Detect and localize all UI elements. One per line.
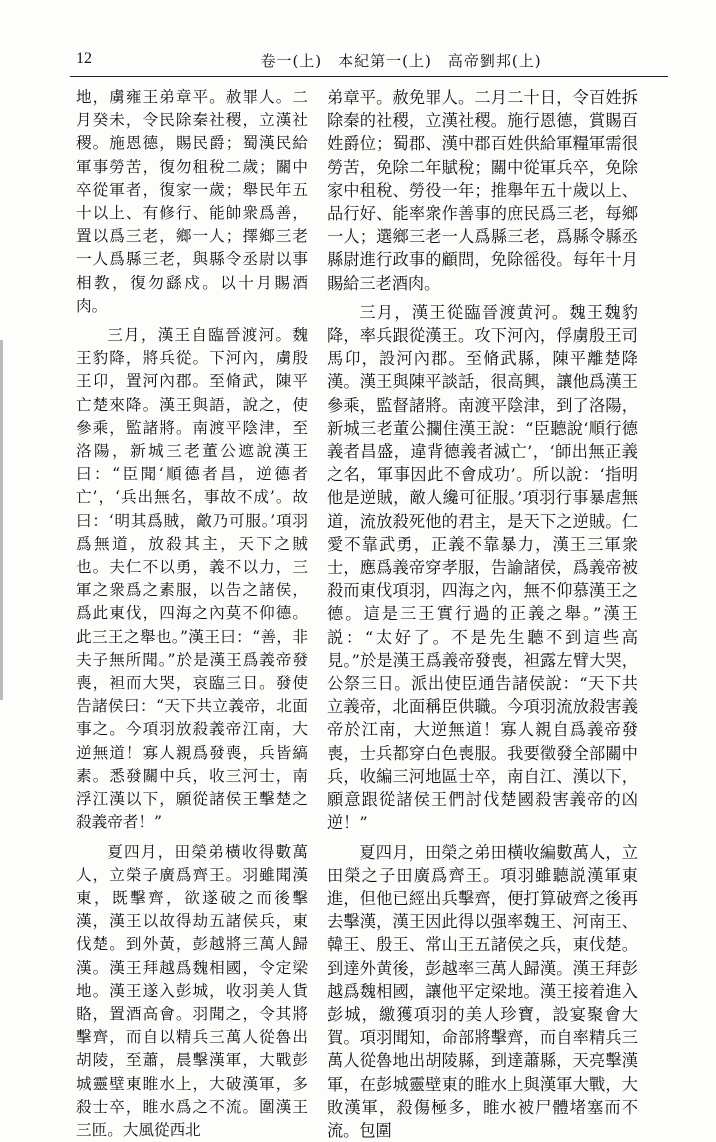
classical-paragraph-2: 三月，漢王自臨晉渡河。魏王豹降，將兵從。下河內，虜殷王卬，置河內郡。至脩武，陳平亡楚來降。漢王與語，說之，使參乘，監諸將。南渡平陰津，至洛陽，新城三老董公遮說漢王曰：“臣聞‘順德者昌，逆德者亡’，‘兵出無名，事故不成’。故曰：‘明其爲賊，敵乃可服。’項羽爲無道，放殺其主，天下之賊也。夫仁不以勇，義不以力，三軍之衆爲之素服，以告之諸侯，爲此東伐，四海之內莫不仰德。此三王之舉也。”漢王曰：“善，非夫子無所聞。”於是漢王爲義帝發喪，袒而大哭，哀臨三日。發使告諸侯曰：“天下共立義帝，北面事之。今項羽放殺義帝江南，大逆無道！寡人親爲發喪，兵皆縞素。悉發關中兵，收三河士，南浮江漢以下，願從諸侯王擊楚之殺義帝者！” (76, 324, 308, 834)
classical-paragraph-3: 夏四月，田榮弟橫收得數萬人，立榮子廣爲齊王。羽雖聞漢東，既擊齊，欲遂破之而後擊漢，漢王以故得劫五諸侯兵，東伐楚。到外黃，彭越將三萬人歸漢。漢王拜越爲魏相國，令定梁地。漢王遂入彭城，收羽美人貨賂，置酒高會。羽聞之，令其將擊齊，而自以精兵三萬人從魯出胡陵，至蕭，晨擊漢軍，大戰彭城靈壁東睢水上，大破漢軍，多殺士卒，睢水爲之不流。圍漢王三匝。大風從西北 (76, 841, 308, 1142)
header-rule (70, 76, 668, 77)
running-title: 卷一(上) 本紀第一(上) 高帝劉邦(上) (0, 50, 716, 71)
classical-paragraph-1: 地，虜雍王弟章平。赦罪人。二月癸未，令民除秦社稷，立漢社稷。施恩德，賜民爵；蜀漢民給軍事勞苦，復勿租稅二歲；關中卒從軍者，復家一歲；舉民年五十以上、有修行、能帥衆爲善，置以爲三老，鄉一人；擇鄉三老一人爲縣三老，與縣令丞尉以事相教，復勿繇戍。以十月賜酒肉。 (76, 86, 308, 318)
translation-paragraph-3: 夏四月，田榮之弟田橫收編數萬人，立田榮之子田廣爲齊王。項羽雖聽説漢軍東進，但他已經出兵擊齊，便打算破齊之後再去擊漢，漢王因此得以强率魏王、河南王、韓王、殷王、常山王五諸侯之兵，東伐楚。到達外黄後，彭越率三萬人歸漢。漢王拜彭越爲魏相國，讓他平定梁地。漢王接着進入彭城，繳獲項羽的美人珍寶，設宴聚會大賀。項羽聞知，命部將擊齊，而自率精兵三萬人從魯地出胡陵縣，到達蕭縣，天亮擊漢軍，在彭城靈壁東的睢水上與漢軍大戰，大敗漢軍，殺傷極多，睢水被尸體堵塞而不流。包圍 (327, 841, 638, 1142)
translation-paragraph-2: 三月，漢王從臨晉渡黄河。魏王魏豹降，率兵跟從漢王。攻下河內，俘虜殷王司馬卬，設河內郡。至脩武縣，陳平離楚降漢。漢王與陳平談話，很高興，讓他爲漢王參乘，監督諸將。南渡平陰津，到了洛陽，新城三老董公攔住漢王說：“臣聽說‘順行德義者昌盛，違背德義者滅亡’，‘師出無正義之名，軍事因此不會成功’。所以說：‘指明他是逆賊，敵人纔可征服。’項羽行事暴虐無道，流放殺死他的君主，是天下之逆賊。仁愛不靠武勇，正義不靠暴力，漢王三軍衆士，應爲義帝穿孝服，告諭諸侯，爲義帝被殺而東伐項羽，四海之內，無不仰慕漢王之德。這是三王實行過的正義之舉。”漢王説：“太好了。不是先生聽不到這些高見。”於是漢王爲義帝發喪，袒露左臂大哭，公祭三日。派出使臣通告諸侯說：“天下共立義帝，北面稱臣供職。今項羽流放殺害義帝於江南，大逆無道！寡人親自爲義帝發喪，士兵都穿白色喪服。我要徵發全部關中兵，收編三河地區士卒，南自江、漢以下，願意跟從諸侯王們討伐楚國殺害義帝的凶逆！” (327, 301, 638, 835)
classical-text-column (76, 86, 308, 986)
translation-text-column (327, 86, 638, 986)
translation-paragraph-1: 弟章平。赦免罪人。二月二十日，令百姓拆除秦的社稷，立漢社稷。施行恩德，賞賜百姓爵位；蜀郡、漢中郡百姓供給軍糧軍需很勞苦，免除二年賦稅；關中從軍兵卒，免除家中租稅、勞役一年；推舉年五十歲以上、品行好、能率衆作善事的庶民爲三老，每鄉一人；選鄉三老一人爲縣三老，爲縣令縣丞縣尉進行政事的顧問，免除徭役。每年十月賜給三老酒肉。 (327, 86, 638, 295)
page-number: 12 (76, 50, 92, 68)
scan-edge-mark (0, 340, 3, 700)
